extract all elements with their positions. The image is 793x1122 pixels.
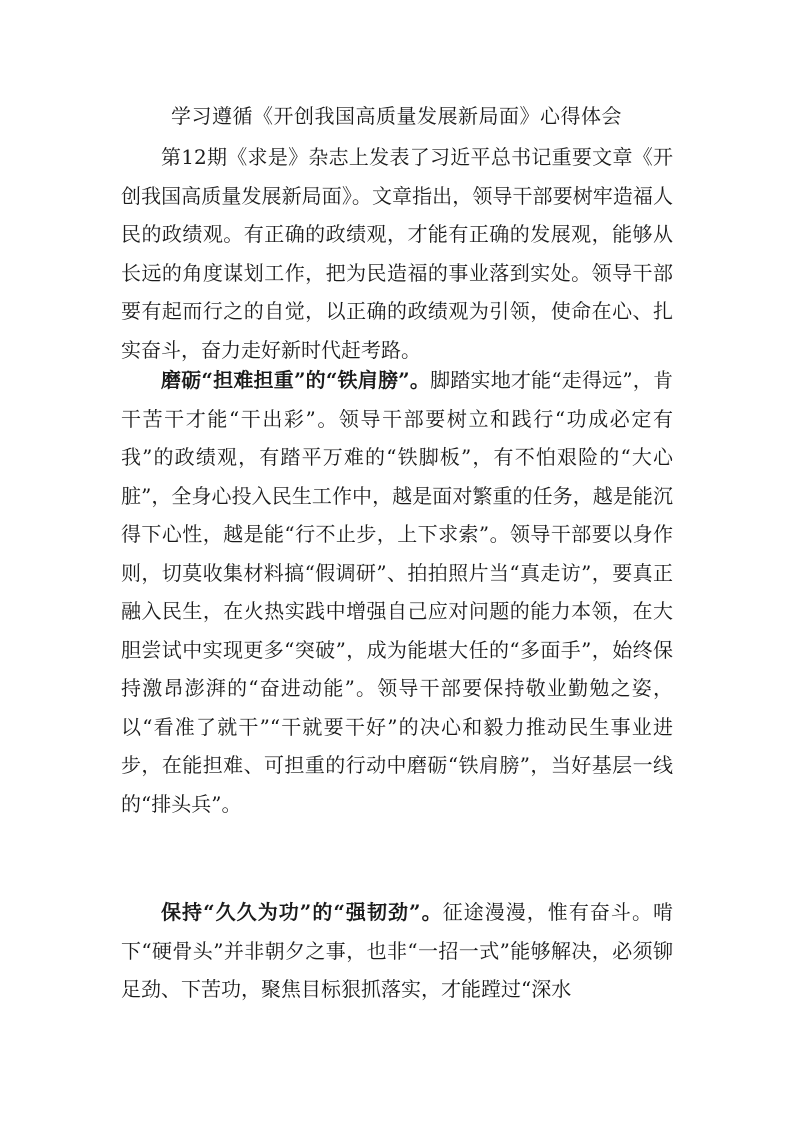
paragraph-persistence bbox=[121, 893, 673, 1009]
paragraph-shoulder-text: 脚踏实地才能“走得远”，肯干苦干才能“干出彩”。领导干部要树立和践行“功成必定有我”的政绩观，有踏平万难的“铁脚板”，有不怕艰险的“大心脏”，全身心投入民生工作中，越是面对繁重的任务，越是能沉得下心性，越是能“行不止步，上下求索”。领导干部要以身作则，切莫收集材料搞“假调研”、拍拍照片当“真走访”，要真正融入民生，在火热实践中增强自己应对问题的能力本领，在大胆尝试中实现更多“突破”，成为能堪大任的“多面手”，始终保持激昂澎湃的“奋进动能”。领导干部要保持敬业勤勉之姿，以“看准了就干”“干就要干好”的决心和毅力推动民生事业进步，在能担难、可担重的行动中磨砺“铁肩膀”，当好基层一线的“排头兵”。 bbox=[121, 368, 674, 816]
paragraph-persistence-text: 征途漫漫，惟有奋斗。啃下“硬骨头”并非朝夕之事，也非“一招一式”能够解决，必须铆足劲、下苦功，聚焦目标狠抓落实，才能蹚过“深水 bbox=[121, 900, 674, 1001]
paragraph-shoulder bbox=[121, 361, 673, 823]
paragraph-intro-text: 第12期《求是》杂志上发表了习近平总书记重要文章《开创我国高质量发展新局面》。文章指出，领导干部要树牢造福人民的政绩观。有正确的政绩观，才能有正确的发展观，能够从长远的角度谋划工作，把为民造福的事业落到实处。领导干部要有起而行之的自觉，以正确的政绩观为引领，使命在心、扎实奋斗，奋力走好新时代赶考路。 bbox=[121, 145, 673, 362]
paragraph-persistence-heading: 保持“久久为功”的“强韧劲”。 bbox=[161, 900, 443, 924]
paragraph-intro bbox=[121, 138, 673, 369]
paragraph-shoulder-heading: 磨砺“担难担重”的“铁肩膀”。 bbox=[161, 368, 431, 392]
document-title: 学习遵循《开创我国高质量发展新局面》心得体会 bbox=[171, 104, 622, 128]
